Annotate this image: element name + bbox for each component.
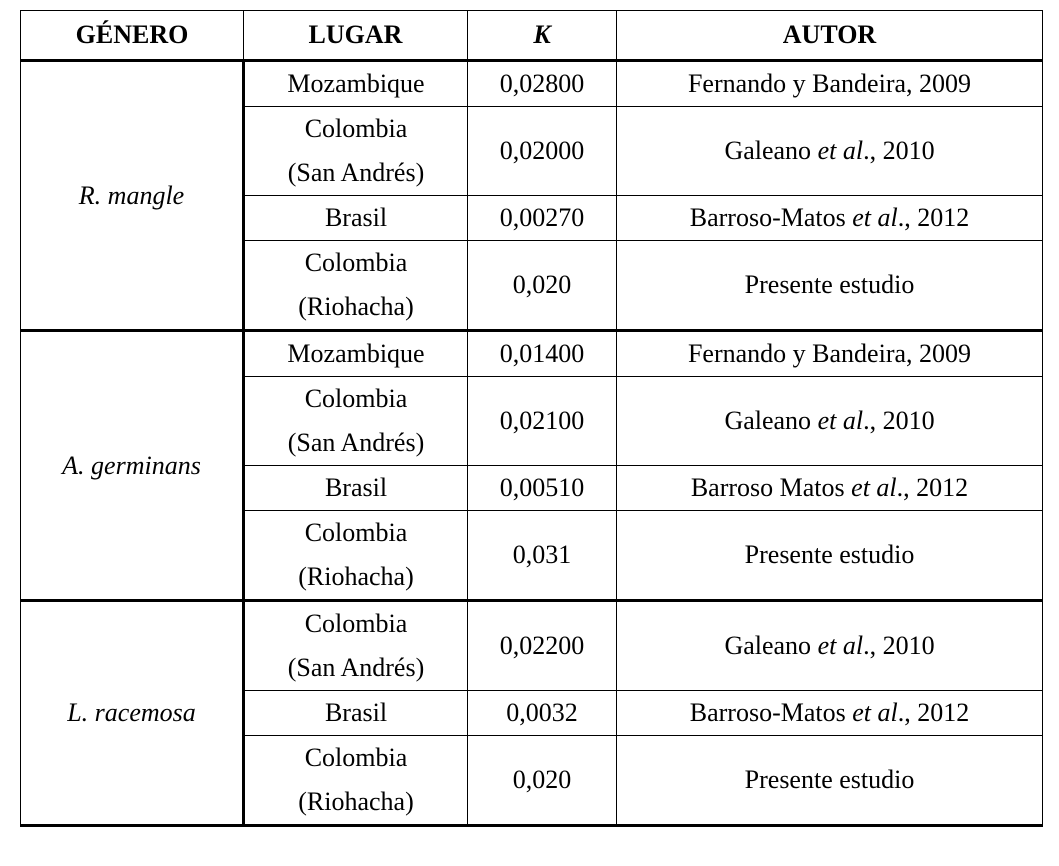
- table-row: [21, 331, 1043, 377]
- author-text: Fernando y Bandeira, 2009: [687, 69, 972, 98]
- author-etal: et al: [817, 406, 864, 435]
- k-value-cell: 0,02200: [468, 601, 617, 691]
- place-line: Colombia: [304, 248, 408, 277]
- header-row: [21, 11, 1043, 61]
- table-row: [21, 61, 1043, 107]
- author-text: Presente estudio: [744, 270, 915, 299]
- place-line: (San Andrés): [287, 428, 425, 457]
- place-line: Brasil: [324, 203, 388, 232]
- place-cell: [244, 736, 468, 826]
- place-line: (Riohacha): [298, 562, 414, 591]
- author-text: Galeano: [724, 136, 818, 165]
- place-line: Colombia: [304, 384, 408, 413]
- author-text: Barroso Matos: [690, 473, 852, 502]
- data-table: [20, 10, 1043, 827]
- author-cell: [617, 196, 1043, 241]
- author-year: ., 2010: [863, 406, 935, 435]
- place-cell: [244, 377, 468, 466]
- place-line: Brasil: [324, 473, 388, 502]
- header-genero: GÉNERO: [21, 11, 244, 61]
- k-value-cell: 0,00270: [468, 196, 617, 241]
- place-line: Colombia: [304, 114, 408, 143]
- place-line: (San Andrés): [287, 158, 425, 187]
- author-cell: [617, 466, 1043, 511]
- header-k: [468, 11, 617, 61]
- place-line: Mozambique: [287, 339, 425, 368]
- author-cell: [617, 511, 1043, 601]
- place-line: (Riohacha): [298, 292, 414, 321]
- author-etal: et al: [817, 136, 864, 165]
- author-etal: et al: [852, 203, 898, 232]
- author-cell: [617, 61, 1043, 107]
- author-text: Presente estudio: [744, 540, 915, 569]
- place-cell: [244, 196, 468, 241]
- author-etal: et al: [817, 631, 864, 660]
- author-year: ., 2010: [863, 136, 935, 165]
- genus-cell: L. racemosa: [21, 601, 244, 826]
- author-cell: [617, 107, 1043, 196]
- k-value-cell: 0,02100: [468, 377, 617, 466]
- header-lugar: LUGAR: [244, 11, 468, 61]
- author-year: ., 2012: [896, 473, 969, 502]
- table-row: [21, 601, 1043, 691]
- author-text: Galeano: [724, 631, 818, 660]
- place-cell: [244, 61, 468, 107]
- author-cell: [617, 601, 1043, 691]
- k-value-cell: 0,020: [468, 736, 617, 826]
- author-etal: et al: [851, 473, 897, 502]
- author-text: Galeano: [724, 406, 818, 435]
- genus-cell: R. mangle: [21, 61, 244, 331]
- place-cell: [244, 511, 468, 601]
- author-cell: [617, 377, 1043, 466]
- k-value-cell: 0,02000: [468, 107, 617, 196]
- author-text: Fernando y Bandeira, 2009: [687, 339, 972, 368]
- place-line: (San Andrés): [287, 653, 425, 682]
- author-year: ., 2012: [897, 203, 970, 232]
- author-cell: [617, 736, 1043, 826]
- k-value-cell: 0,00510: [468, 466, 617, 511]
- author-cell: [617, 691, 1043, 736]
- place-line: Colombia: [304, 609, 408, 638]
- author-etal: et al: [852, 698, 898, 727]
- author-cell: [617, 331, 1043, 377]
- place-cell: [244, 601, 468, 691]
- header-autor: AUTOR: [617, 11, 1043, 61]
- author-text: Barroso-Matos: [689, 203, 853, 232]
- author-text: Barroso-Matos: [689, 698, 853, 727]
- k-value-cell: 0,02800: [468, 61, 617, 107]
- k-value-cell: 0,020: [468, 241, 617, 331]
- header-k-label: K: [533, 20, 551, 49]
- author-cell: [617, 241, 1043, 331]
- place-cell: [244, 107, 468, 196]
- k-value-cell: 0,031: [468, 511, 617, 601]
- place-line: Colombia: [304, 743, 408, 772]
- place-cell: [244, 241, 468, 331]
- place-cell: [244, 331, 468, 377]
- author-text: Presente estudio: [744, 765, 915, 794]
- place-line: Mozambique: [287, 69, 425, 98]
- table-body: [21, 61, 1043, 826]
- k-value-cell: 0,01400: [468, 331, 617, 377]
- place-line: Brasil: [324, 698, 388, 727]
- place-line: Colombia: [304, 518, 408, 547]
- place-cell: [244, 691, 468, 736]
- genus-cell: A. germinans: [21, 331, 244, 601]
- place-line: (Riohacha): [298, 787, 414, 816]
- author-year: ., 2012: [897, 698, 970, 727]
- place-cell: [244, 466, 468, 511]
- author-year: ., 2010: [863, 631, 935, 660]
- k-value-cell: 0,0032: [468, 691, 617, 736]
